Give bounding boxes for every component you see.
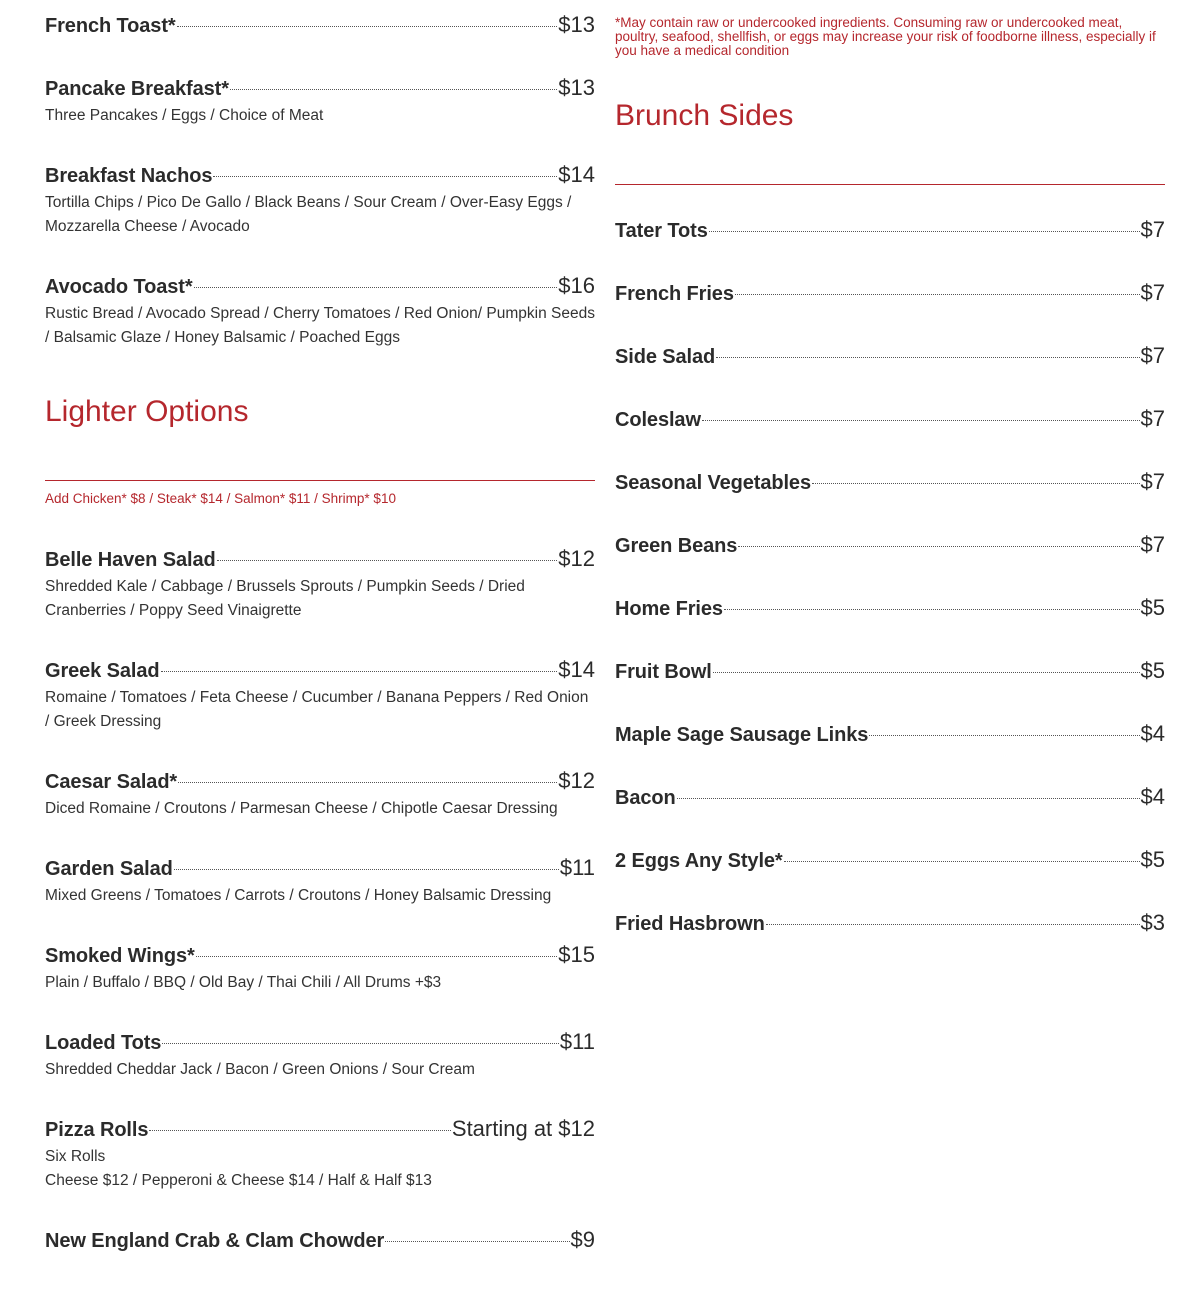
item-description: Three Pancakes / Eggs / Choice of Meat — [45, 107, 324, 124]
item-description: Rustic Bread / Avocado Spread / Cherry Tomatoes / Red Onion/ Pumpkin Seeds / Balsamic Glaze / Honey Balsamic / Poached Eggs — [45, 305, 595, 346]
item-name: Home Fries — [615, 598, 723, 620]
leader-dots — [738, 546, 1139, 547]
leader-dots — [178, 782, 557, 783]
item-price: $11 — [559, 1029, 595, 1054]
item-price: $11 — [559, 855, 595, 880]
menu-item-caesar-salad — [45, 768, 595, 821]
leader-dots — [230, 89, 557, 90]
menu-item-loaded-tots — [45, 1029, 595, 1082]
leader-dots — [174, 869, 559, 870]
menu-item-smoked-wings — [45, 942, 595, 995]
menu-item-avocado-toast — [45, 273, 595, 350]
side-item-coleslaw — [615, 406, 1165, 432]
item-price: $13 — [558, 75, 595, 100]
item-price: $14 — [558, 162, 595, 187]
item-name: French Toast* — [45, 15, 176, 37]
item-name: Maple Sage Sausage Links — [615, 724, 869, 746]
item-description: Romaine / Tomatoes / Feta Cheese / Cucumber / Banana Peppers / Red Onion / Greek Dressing — [45, 689, 589, 730]
menu-item-belle-haven-salad — [45, 546, 595, 623]
item-price: $7 — [1140, 469, 1165, 494]
side-item-green-beans — [615, 532, 1165, 558]
add-protein-note: Add Chicken* $8 / Steak* $14 / Salmon* $11 / Shrimp* $10 — [45, 491, 396, 506]
item-name: Breakfast Nachos — [45, 165, 213, 187]
item-price: $5 — [1140, 658, 1165, 683]
item-price: $9 — [570, 1227, 595, 1252]
item-name: Smoked Wings* — [45, 945, 195, 967]
item-price: $14 — [558, 657, 595, 682]
leader-dots — [385, 1241, 569, 1242]
item-name: Garden Salad — [45, 858, 173, 880]
item-description-options: Cheese $12 / Pepperoni & Cheese $14 / Half & Half $13 — [45, 1172, 432, 1189]
leader-dots — [194, 287, 558, 288]
item-name: Tater Tots — [615, 220, 708, 242]
item-name: Green Beans — [615, 535, 738, 557]
item-price: $7 — [1140, 217, 1165, 242]
item-name: Coleslaw — [615, 409, 701, 431]
leader-dots — [735, 294, 1140, 295]
item-price: $5 — [1140, 595, 1165, 620]
item-name: 2 Eggs Any Style* — [615, 850, 783, 872]
item-price: $15 — [558, 942, 595, 967]
item-price: $3 — [1140, 910, 1165, 935]
leader-dots — [677, 798, 1140, 799]
leader-dots — [784, 861, 1140, 862]
menu-item-greek-salad — [45, 657, 595, 734]
item-name: Caesar Salad* — [45, 771, 178, 793]
item-price: $16 — [558, 273, 595, 298]
leader-dots — [217, 560, 558, 561]
leader-dots — [724, 609, 1140, 610]
item-price: $13 — [558, 12, 595, 37]
item-description: Six Rolls — [45, 1148, 106, 1165]
menu-item-garden-salad — [45, 855, 595, 908]
side-item-sausage-links — [615, 721, 1165, 747]
leader-dots — [149, 1130, 451, 1131]
menu-item-pizza-rolls — [45, 1116, 595, 1193]
side-item-home-fries — [615, 595, 1165, 621]
menu-item-french-toast — [45, 12, 595, 38]
menu-item-breakfast-nachos — [45, 162, 595, 239]
leader-dots — [196, 956, 558, 957]
section-divider — [615, 184, 1165, 185]
leader-dots — [161, 671, 558, 672]
item-price: $7 — [1140, 343, 1165, 368]
item-description: Diced Romaine / Croutons / Parmesan Cheese / Chipotle Caesar Dressing — [45, 800, 558, 817]
side-item-bacon — [615, 784, 1165, 810]
item-name: French Fries — [615, 283, 734, 305]
item-price: $5 — [1140, 847, 1165, 872]
side-item-2-eggs — [615, 847, 1165, 873]
item-price: $4 — [1140, 784, 1165, 809]
item-description: Shredded Cheddar Jack / Bacon / Green Onions / Sour Cream — [45, 1061, 475, 1078]
item-name: Bacon — [615, 787, 676, 809]
item-description: Mixed Greens / Tomatoes / Carrots / Croutons / Honey Balsamic Dressing — [45, 887, 552, 904]
side-item-fruit-bowl — [615, 658, 1165, 684]
leader-dots — [713, 672, 1140, 673]
item-description: Plain / Buffalo / BBQ / Old Bay / Thai Chili / All Drums +$3 — [45, 974, 442, 991]
side-item-french-fries — [615, 280, 1165, 306]
item-price: $12 — [558, 768, 595, 793]
leader-dots — [162, 1043, 559, 1044]
item-price: Starting at $12 — [451, 1116, 595, 1141]
item-description: Tortilla Chips / Pico De Gallo / Black Beans / Sour Cream / Over-Easy Eggs / Mozzarella Cheese / Avocado — [45, 194, 572, 235]
leader-dots — [869, 735, 1139, 736]
item-name: Fried Hasbrown — [615, 913, 765, 935]
leader-dots — [177, 26, 558, 27]
leader-dots — [709, 231, 1140, 232]
item-price: $7 — [1140, 532, 1165, 557]
leader-dots — [702, 420, 1140, 421]
side-item-fried-hasbrown — [615, 910, 1165, 936]
item-price: $7 — [1140, 406, 1165, 431]
section-title-brunch-sides: Brunch Sides — [615, 99, 794, 132]
item-description: Shredded Kale / Cabbage / Brussels Sprouts / Pumpkin Seeds / Dried Cranberries / Poppy Seed Vinaigrette — [45, 578, 525, 619]
item-name: Pizza Rolls — [45, 1119, 149, 1141]
menu-item-crab-clam-chowder — [45, 1227, 595, 1253]
leader-dots — [716, 357, 1139, 358]
food-safety-disclaimer: *May contain raw or undercooked ingredients. Consuming raw or undercooked meat, poultry, seafood, shellfish, or eggs may increase your risk of foodborne illness, especially if you have a medical condition — [615, 15, 1156, 58]
leader-dots — [766, 924, 1140, 925]
item-name: Side Salad — [615, 346, 716, 368]
item-name: New England Crab & Clam Chowder — [45, 1230, 385, 1252]
item-name: Loaded Tots — [45, 1032, 162, 1054]
item-name: Belle Haven Salad — [45, 549, 216, 571]
side-item-side-salad — [615, 343, 1165, 369]
item-name: Greek Salad — [45, 660, 160, 682]
item-price: $12 — [558, 546, 595, 571]
item-name: Avocado Toast* — [45, 276, 193, 298]
menu-item-pancake-breakfast — [45, 75, 595, 128]
item-name: Fruit Bowl — [615, 661, 712, 683]
leader-dots — [812, 483, 1140, 484]
section-divider — [45, 480, 595, 481]
section-title-lighter-options: Lighter Options — [45, 395, 249, 428]
item-price: $7 — [1140, 280, 1165, 305]
item-price: $4 — [1140, 721, 1165, 746]
item-name: Pancake Breakfast* — [45, 78, 229, 100]
item-name: Seasonal Vegetables — [615, 472, 811, 494]
side-item-tater-tots — [615, 217, 1165, 243]
side-item-seasonal-vegetables — [615, 469, 1165, 495]
leader-dots — [213, 176, 557, 177]
